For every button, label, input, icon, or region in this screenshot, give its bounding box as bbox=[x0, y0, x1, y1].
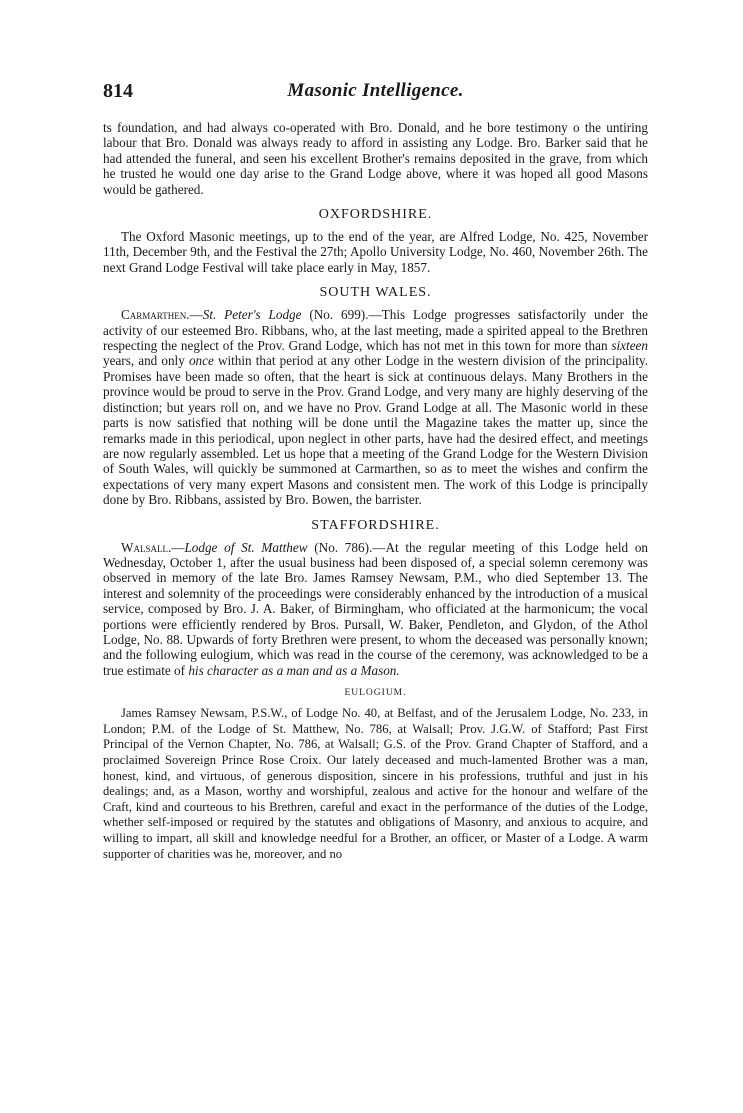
south-wales-emphasis-2: once bbox=[188, 353, 214, 369]
south-wales-text-1: (No. 699).—This Lodge progresses satisfactorily under the activity of our esteemed Bro. Ribbans, who, at the last meeting, made a spirited appeal to the Brethren respecting the neglect of the Prov. Grand Lodge, which has not met in this town for more than bbox=[103, 307, 648, 354]
running-head bbox=[103, 80, 648, 106]
staffordshire-lodge: Lodge of St. Matthew bbox=[184, 539, 308, 555]
staffordshire-emphasis-1: his character as a man and as a Mason. bbox=[188, 662, 400, 678]
eulogium-heading: EULOGIUM. bbox=[344, 688, 407, 699]
south-wales-text-3: within that period at any other Lodge in the western division of the principality. Promises have been made so often, that the heart is sick at continuous delays. Many Brothers in the province would be proud to serve in the Prov. Grand Lodge, and very many are highly deserving of the distinction; but years roll on, and we have no Prov. Grand Lodge at all. The Masonic world in these parts is now satisfied that nothing will be done until the Magazine takes the matter up, since the remarks made in this periodical, upon neglect in other parts, have had the desired effect, and meetings are now regularly assembled. Let us hope that a meeting of the Grand Lodge for the Western Division of South Wales, will quickly be summoned at Carmarthen, so as to meet the wishes and confirm the expectations of very many expert Masons and consistent men. The work of this Lodge is principally done by Bro. Ribbans, assisted by Bro. Bowen, the barrister. bbox=[103, 353, 649, 508]
oxfordshire-paragraph: The Oxford Masonic meetings, up to the end of the year, are Alfred Lodge, No. 425, November 11th, December 9th, and the Festival the 27th; Apollo University Lodge, No. 460, November 26th. The next Grand Lodge Festival will take place early in May, 1857. bbox=[103, 229, 648, 275]
article-body bbox=[103, 120, 648, 862]
south-wales-text-2: years, and only bbox=[103, 353, 185, 369]
oxfordshire-heading: OXFORDSHIRE. bbox=[318, 207, 433, 223]
running-title: Masonic Intelligence. bbox=[287, 80, 464, 101]
page-number: 814 bbox=[103, 80, 133, 102]
south-wales-lodge: St. Peter's Lodge bbox=[202, 307, 302, 323]
staffordshire-heading: STAFFORDSHIRE. bbox=[311, 517, 440, 533]
south-wales-heading: SOUTH WALES. bbox=[319, 285, 432, 301]
staffordshire-paragraph: Walsall.—Lodge of St. Matthew (No. 786).—At the regular meeting of this Lodge held on Wednesday, October 1, after the usual business had been disposed of, a special solemn ceremony was observed in memory of the late Bro. James Ramsey Newsam, P.M., who died September 13. The interest and solemnity of the proceedings were considerably enhanced by the introduction of a musical service, composed by Bro. J. A. Baker, of Birmingham, who officiated at the harmonicum; the vocal portions were efficiently rendered by Bros. Pursall, W. Baker, Pendleton, and Glydon, of the Athol Lodge, No. 88. Upwards of forty Brethren were present, to whom the deceased was personally known; and the following eulogium, which was read in the course of the ceremony, was acknowledged to be a true estimate of his character as a man and as a Mason. bbox=[103, 539, 649, 678]
south-wales-place: Carmarthen. bbox=[121, 307, 190, 323]
staffordshire-text-1: (No. 786).—At the regular meeting of this Lodge held on Wednesday, October 1, after the usual business had been disposed of, a special solemn ceremony was observed in memory of the late Bro. James Ramsey Newsam, P.M., who died September 13. The interest and solemnity of the proceedings were considerably enhanced by the introduction of a musical service, composed by Bro. J. A. Baker, of Birmingham, who officiated at the harmonicum; the vocal portions were efficiently rendered by Bros. Pursall, W. Baker, Pendleton, and Glydon, of the Athol Lodge, No. 88. Upwards of forty Brethren were present, to whom the deceased was personally known; and the following eulogium, which was read in the course of the ceremony, was acknowledged to be a true estimate of bbox=[103, 539, 649, 678]
south-wales-paragraph: Carmarthen.—St. Peter's Lodge (No. 699).—This Lodge progresses satisfactorily under the activity of our esteemed Bro. Ribbans, who, at the last meeting, made a spirited appeal to the Brethren respecting the neglect of the Prov. Grand Lodge, which has not met in this town for more than sixteen years, and only once within that period at any other Lodge in the western division of the principality. Promises have been made so often, that the heart is sick at continuous delays. Many Brothers in the province would be proud to serve in the Prov. Grand Lodge, and very many are highly deserving of the distinction; but years roll on, and we have no Prov. Grand Lodge at all. The Masonic world in these parts is now satisfied that nothing will be done until the Magazine takes the matter up, since the remarks made in this periodical, upon neglect in other parts, have had the desired effect, and meetings are now regularly assembled. Let us hope that a meeting of the Grand Lodge for the Western Division of South Wales, will quickly be summoned at Carmarthen, so as to meet the wishes and confirm the expectations of very many expert Masons and consistent men. The work of this Lodge is principally done by Bro. Ribbans, assisted by Bro. Bowen, the barrister. bbox=[103, 307, 649, 508]
eulogium-paragraph: James Ramsey Newsam, P.S.W., of Lodge No. 40, at Belfast, and of the Jerusalem Lodge, No. 233, in London; P.M. of the Lodge of St. Matthew, No. 786, at Walsall; Prov. J.G.W. of Stafford; Past First Principal of the Vernon Chapter, No. 786, at Walsall; G.S. of the Prov. Grand Chapter of Stafford, and a proclaimed Sovereign Prince Rose Croix. Our lately deceased and much-lamented Brother was a man, honest, kind, and virtuous, of generous disposition, sincere in his professions, truthful and just in his dealings; and, as a Mason, worthy and worshipful, zealous and active for the honour and welfare of the Craft, kind and courteous to his Brethren, careful and exact in the performance of the duties of the Lodge, whether self-imposed or required by the statutes and obligations of Masonry, and anxious to acquire, and willing to impart, all skill and knowledge needful for a Brother, an officer, or Master of a Lodge. A warm supporter of charities was he, moreover, and no bbox=[103, 706, 648, 861]
south-wales-emphasis-1: sixteen bbox=[611, 338, 648, 354]
intro-paragraph: ts foundation, and had always co-operated with Bro. Donald, and he bore testimony o the untiring labour that Bro. Donald was always ready to afford in assisting any Lodge. Bro. Barker said that he had attended the funeral, and seen his excellent Brother's remains deposited in the grave, from which he trusted he would one day arise to the Grand Lodge above, where it was hoped all good Masons would be gathered. bbox=[103, 120, 648, 197]
staffordshire-place: Walsall. bbox=[121, 539, 172, 555]
